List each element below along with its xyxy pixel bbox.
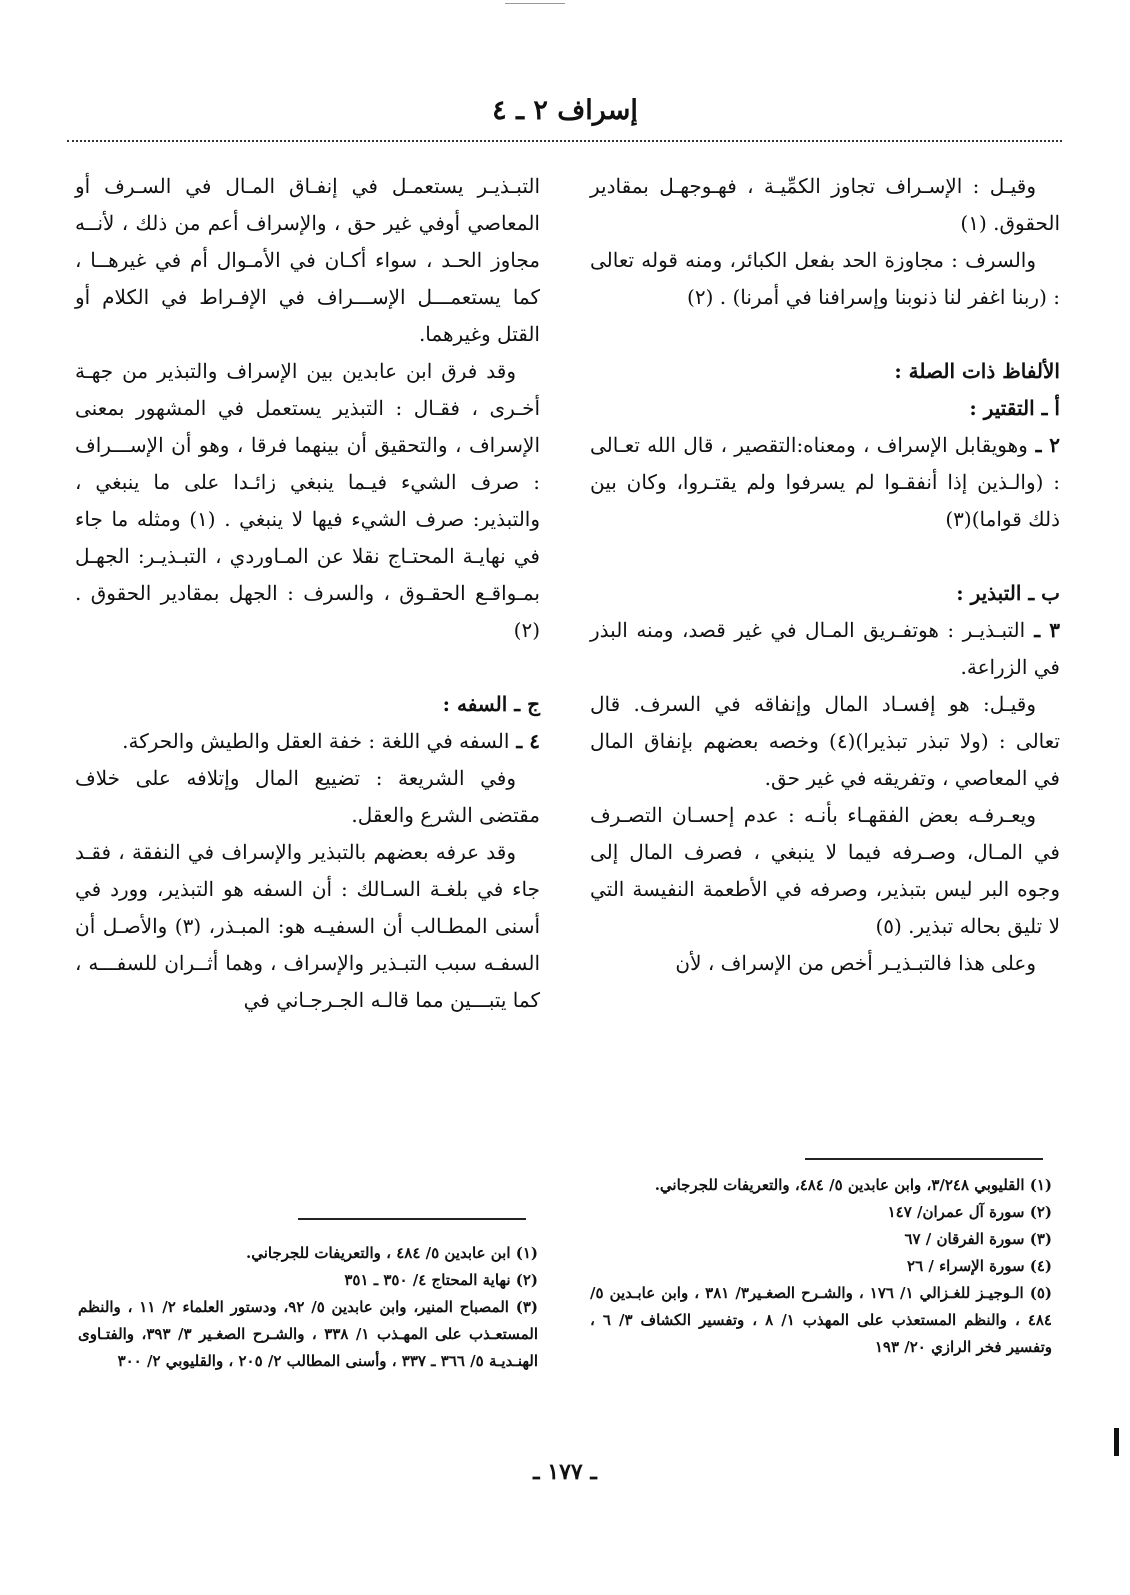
left-text-column (75, 168, 540, 1019)
footnote-item: (٤) سورة الإسراء / ٢٦ (907, 1257, 1052, 1275)
page-number: ـ ١٧٧ ـ (533, 1459, 597, 1485)
footnote-rule-left (298, 1218, 526, 1220)
numbered-paragraph (590, 612, 1060, 686)
paragraph-text: التبـذيـر : هوتفـريق المـال في غير قصد، ومنه البذر في الزراعة. (590, 618, 1060, 679)
paragraph-gap (75, 649, 540, 686)
footnotes-left (78, 1240, 538, 1375)
body-paragraph: وفي الشريعة : تضييع المال وإتلافه على خلاف مقتضى الشرع والعقل. (75, 766, 540, 827)
paragraph-number: ٤ ـ (509, 729, 540, 753)
section-heading: ب ـ التبذير : (956, 581, 1060, 605)
body-paragraph: وقيـل : الإسـراف تجاوز الكمِّيـة ، فهـوجهـل بمقادير الحقوق. (١) (590, 174, 1060, 235)
paragraph-number: ٢ ـ (1027, 433, 1060, 457)
footnote-item: (٢) نهاية المحتاج ٤/ ٣٥٠ ـ ٣٥١ (344, 1271, 538, 1289)
footnotes-right (590, 1172, 1052, 1361)
section-heading: أ ـ التقتير : (969, 396, 1060, 420)
body-paragraph: التبـذيـر يستعمـل في إنفـاق المـال في السـرف أو المعاصي أوفي غير حق ، والإسراف أعم من ذلك ، لأنــه مجاوز الحـد ، سواء أكـان في الأمـوال أم في غيرهــا ، كما يستعمـــل الإســـراف في الإفـراط في الكلام أو القتل وغيرهما. (75, 174, 540, 346)
footnote-item: (٥) الـوجيـز للغـزالي ١/ ١٧٦ ، والشـرح الصغـير٣/ ٣٨١ ، وابن عابـدين ٥/ ٤٨٤ ، والنظم المستعذب على المهذب ١/ ٨ ، وتفسير الكشاف ٣/ ٦ ، وتفسير فخر الرازي ٢٠/ ١٩٣ (590, 1284, 1053, 1356)
numbered-paragraph (590, 427, 1060, 538)
body-paragraph: والسرف : مجاوزة الحد بفعل الكبائر، ومنه قوله تعالى : (ربنا اغفر لنا ذنوبنا وإسرافنا في أمرنا) . (٢) (590, 248, 1060, 309)
body-paragraph: وقد فرق ابن عابدين بين الإسراف والتبذير من جهـة أخـرى ، فقـال : التبذير يستعمل في المشهور بمعنى الإسراف ، والتحقيق أن بينهما فرقا ، وهو أن الإســـراف : صرف الشيء فيـما ينبغي زائـدا على ما ينبغي ، والتبذير: صرف الشيء فيها لا ينبغي . (١) ومثله ما جاء في نهايـة المحتـاج نقلا عن المـاوردي ، التبـذيـر: الجهـل بمـواقـع الحقـوق ، والسرف : الجهل بمقادير الحقوق . (٢) (75, 359, 541, 642)
body-paragraph: ويعـرفـه بعض الفقهـاء بأنـه : عدم إحسـان التصـرف في المـال، وصـرفه فيما لا ينبغي ، فصرف المال إلى وجوه البر ليس بتبذير، وصرفه في الأطعمة النفيسة التي لا تليق بحاله تبذير. (٥) (590, 803, 1060, 938)
paragraph-text: السفه في اللغة : خفة العقل والطيش والحركة. (122, 729, 510, 753)
footnote-item: (٣) المصباح المنير، وابن عابدين ٥/ ٩٢، ودستور العلماء ٢/ ١١ ، والنظم المستعـذب على المهـذب ١/ ٣٣٨ ، والشـرح الصغـير ٣/ ٣٩٣، والفتـاوى الهنـديـة ٥/ ٣٦٦ ـ ٣٣٧ ، وأسنى المطالب ٢/ ٢٠٥ ، والقليوبي ٢/ ٣٠٠ (78, 1298, 539, 1370)
right-text-column (590, 168, 1060, 982)
footnote-rule-right (805, 1158, 1043, 1160)
body-paragraph: وقيـل: هو إفسـاد المال وإنفاقه في السرف. قال تعالى : (ولا تبذر تبذيرا)(٤) وخصه بعضهم بإنفاق المال في المعاصي ، وتفريقه في غير حق. (590, 692, 1060, 790)
footnote-item: (٣) سورة الفرقان / ٦٧ (904, 1230, 1052, 1248)
footnote-item: (٢) سورة آل عمران/ ١٤٧ (887, 1203, 1052, 1221)
body-paragraph: وقد عرفه بعضهم بالتبذير والإسراف في النفقة ، فقـد جاء في بلغـة السـالك : أن السفه هو التبذير، وورد في أسنى المطـالب أن السفيـه هو: المبـذر، (٣) والأصـل أن السفـه سبب التبـذير والإسراف ، وهما أثــران للسفـــه ، كما يتبـــين مما قالـه الجـرجـاني في (75, 840, 541, 1012)
paragraph-gap (590, 316, 1060, 353)
footnote-item: (١) القليوبي ٣/٢٤٨، وابن عابدين ٥/ ٤٨٤، والتعريفات للجرجاني. (654, 1176, 1052, 1194)
edge-mark (1114, 1428, 1119, 1456)
top-edge-mark (505, 3, 565, 4)
paragraph-gap (590, 538, 1060, 575)
section-heading: الألفاظ ذات الصلة : (894, 359, 1060, 383)
body-paragraph: وعلى هذا فالتبـذيـر أخص من الإسراف ، لأن (675, 951, 1036, 975)
header-dotted-rule (67, 140, 1062, 142)
section-heading: ج ـ السفه : (442, 692, 540, 716)
page-header-title: إسراف ٢ ـ ٤ (492, 95, 638, 126)
paragraph-number: ٣ ـ (1025, 618, 1060, 642)
footnote-item: (١) ابن عابدين ٥/ ٤٨٤ ، والتعريفات للجرجاني. (245, 1244, 538, 1262)
numbered-paragraph (75, 723, 540, 760)
paragraph-text: وهويقابل الإسراف ، ومعناه:التقصير ، قال الله تعـالى : (والـذين إذا أنفقـوا لم يسرفوا ولم يقتـروا، وكان بين ذلك قواما)(٣) (590, 433, 1060, 531)
